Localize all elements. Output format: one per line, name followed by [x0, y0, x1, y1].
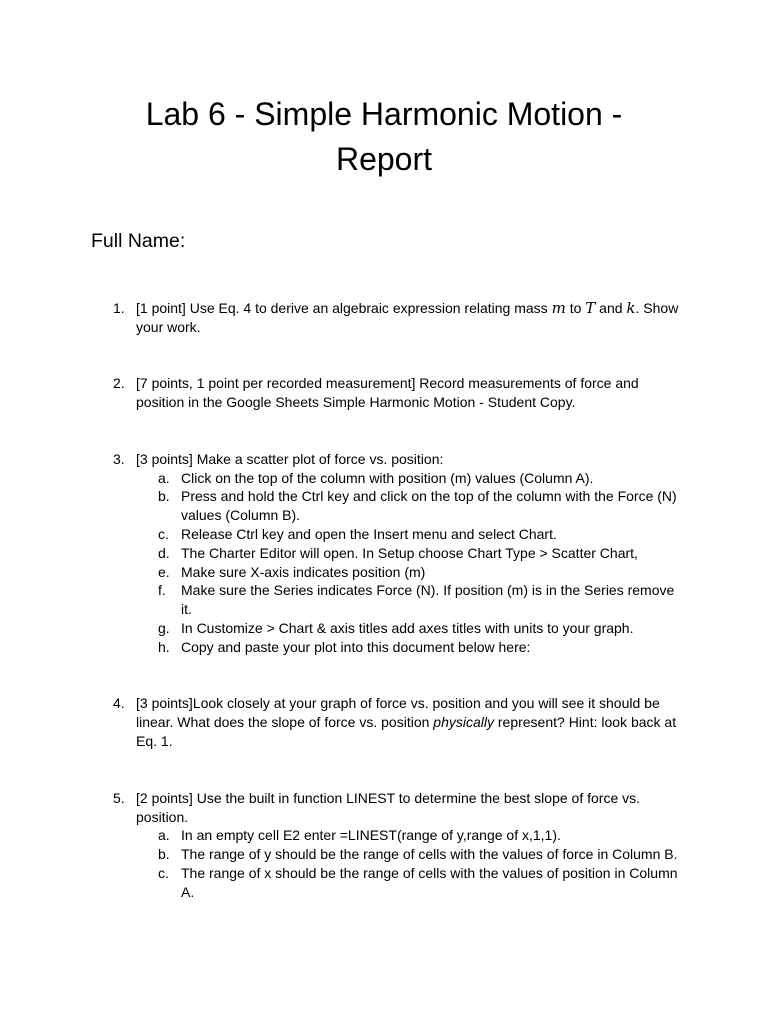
sub-item-text: In Customize > Chart & axis titles add axes titles with units to your graph.	[181, 620, 634, 636]
sub-item-letter: e.	[158, 564, 170, 580]
question-number: 1.	[113, 300, 125, 316]
question-number: 2.	[113, 375, 125, 391]
title-line-2: Report	[335, 141, 433, 177]
sub-item-letter: b.	[158, 488, 170, 504]
sub-item-text: Click on the top of the column with position (m) values (Column A).	[181, 470, 594, 486]
sub-item-text: Make sure the Series indicates Force (N). If position (m) is in the Series remove it.	[181, 582, 675, 617]
question-text-part: represent? Hint: look back at Eq. 1.	[136, 714, 677, 749]
question-number: 4.	[113, 695, 125, 711]
question-number: 3.	[113, 451, 125, 467]
question-text-part: to	[569, 300, 582, 316]
question-text	[136, 694, 681, 751]
question-text-part: and	[599, 300, 623, 316]
emphasized-word: physically	[433, 714, 494, 730]
sub-item-letter: c.	[158, 865, 169, 881]
sub-item-text: The Charter Editor will open. In Setup choose Chart Type > Scatter Chart,	[181, 545, 638, 561]
sub-item-letter: b.	[158, 846, 170, 862]
question-number: 5.	[113, 790, 125, 806]
question-text	[136, 299, 681, 337]
sub-item-text: Press and hold the Ctrl key and click on the top of the column with the Force (N) values (Column B).	[181, 488, 677, 523]
sub-item-text: The range of x should be the range of cells with the values of position in Column A.	[181, 865, 678, 900]
sub-item-letter: d.	[158, 545, 170, 561]
variable-T: T	[585, 299, 596, 317]
variable-m: m	[551, 299, 566, 317]
sub-item-letter: a.	[158, 470, 170, 486]
sub-item-letter: h.	[158, 639, 170, 655]
sub-item-letter: c.	[158, 526, 169, 542]
sub-item-text: The range of y should be the range of cells with the values of force in Column B.	[181, 846, 678, 862]
question-text: [7 points, 1 point per recorded measurement] Record measurements of force and position in the Google Sheets Simple Harmonic Motion - Student Copy.	[136, 375, 639, 410]
sub-item-text: Copy and paste your plot into this document below here:	[181, 639, 531, 655]
question-text: [2 points] Use the built in function LINEST to determine the best slope of force vs. position.	[136, 790, 641, 825]
question-text-part: [1 point] Use Eq. 4 to derive an algebraic expression relating mass	[136, 300, 548, 316]
sub-item-text: Make sure X-axis indicates position (m)	[181, 564, 426, 580]
variable-k: k	[626, 299, 636, 317]
question-text: [3 points] Make a scatter plot of force vs. position:	[136, 451, 444, 467]
question-text-part: [3 points]Look closely at your graph of force vs. position and you will see it should be linear. What does the slope of force vs. position	[136, 695, 660, 730]
title-line-1: Lab 6 - Simple Harmonic Motion -	[145, 96, 623, 132]
sub-item-letter: g.	[158, 620, 170, 636]
sub-item-letter: a.	[158, 827, 170, 843]
sub-item-text: Release Ctrl key and open the Insert menu and select Chart.	[181, 526, 557, 542]
question-text-part: . Show your work.	[136, 300, 679, 335]
full-name-label: Full Name:	[91, 230, 186, 252]
document-title	[100, 92, 668, 182]
sub-item-text: In an empty cell E2 enter =LINEST(range of y,range of x,1,1).	[181, 827, 561, 843]
sub-item-letter: f.	[158, 582, 166, 598]
